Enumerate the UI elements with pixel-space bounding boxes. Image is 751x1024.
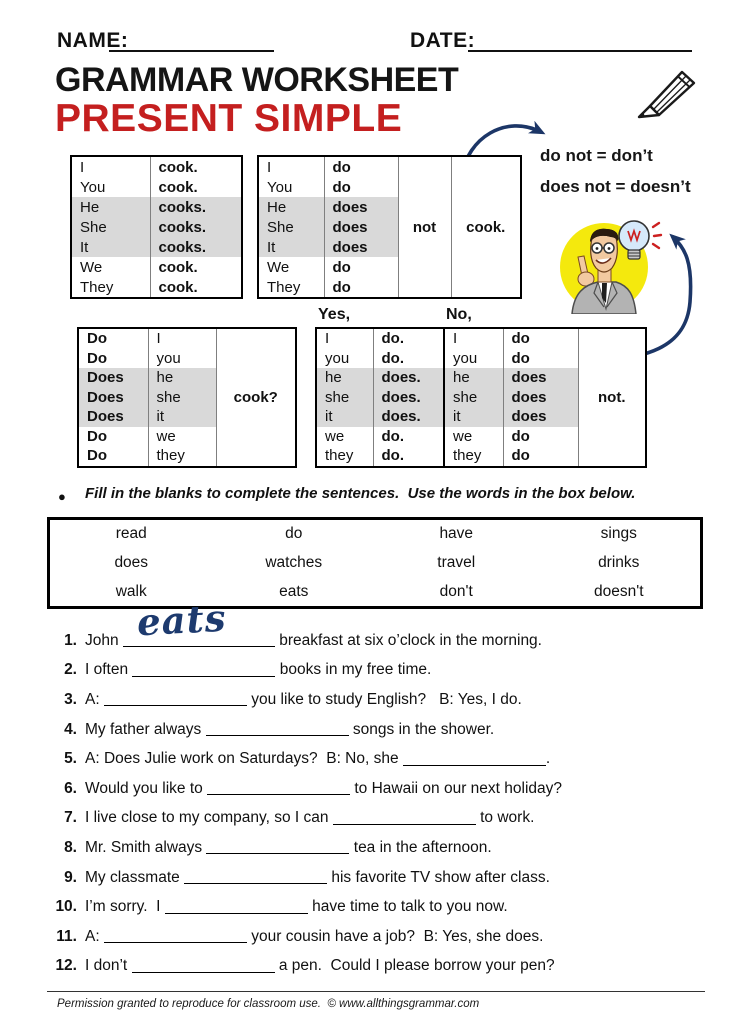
sentence-list	[50, 595, 720, 981]
sentence-text: I often	[85, 661, 133, 679]
answer-blank[interactable]	[104, 930, 247, 943]
sentence-text: I’m sorry. I	[85, 898, 165, 916]
table-cell-merged: cook.	[451, 156, 521, 298]
sentence-number: 2.	[64, 661, 77, 679]
table-cell: You	[267, 178, 293, 196]
sentence-item	[50, 595, 720, 656]
table-cell: cook.	[150, 257, 242, 277]
sentence-text: My father always	[85, 720, 206, 738]
table-cell: They	[267, 278, 301, 296]
word-option: have	[439, 525, 474, 542]
answer-blank[interactable]	[333, 812, 476, 825]
table-cell: I	[325, 330, 330, 348]
table-cell: cooks.	[150, 197, 242, 217]
word-option: sings	[600, 525, 637, 542]
sentence-text: I live close to my company, so I can	[85, 809, 333, 827]
idea-man-illustration	[554, 210, 664, 314]
table-cell: it	[444, 407, 503, 427]
word-option: read	[115, 525, 147, 542]
table-cell: cook.	[150, 177, 242, 197]
table-cell: do	[503, 446, 578, 467]
sentence-item	[50, 744, 720, 774]
sentence-number: 10.	[55, 898, 77, 916]
answer-blank[interactable]	[403, 753, 546, 766]
sentence-number: 4.	[64, 720, 77, 738]
table-cell: it	[316, 407, 373, 427]
sentence-text: your cousin have a job? B: Yes, she does.	[246, 927, 544, 945]
yes-label: Yes,	[318, 306, 351, 323]
sentence-number: 6.	[64, 779, 77, 797]
sentence-item	[50, 922, 720, 952]
table-cell: Do	[87, 349, 107, 367]
sentence-text: to Hawaii on our next holiday?	[350, 779, 563, 797]
word-option: travel	[437, 554, 476, 571]
table-cell: does	[324, 237, 398, 257]
table-cell: do.	[373, 349, 444, 369]
answer-blank[interactable]	[104, 693, 247, 706]
sentence-text: A: Does Julie work on Saturdays? B: No, she	[85, 750, 403, 768]
worksheet-title: GRAMMAR WORKSHEET	[55, 61, 459, 99]
sentence-item	[50, 952, 720, 982]
table-cell: do.	[373, 427, 444, 447]
note-dont: do not = don’t	[540, 146, 653, 165]
table-cell: it	[148, 407, 216, 427]
table-cell: do	[503, 427, 578, 447]
exercise-instruction: Fill in the blanks to complete the sentences. Use the words in the box below.	[85, 485, 636, 502]
sentence-text: John	[85, 631, 123, 649]
negative-grid	[257, 155, 522, 299]
note-doesnt: does not = doesn’t	[540, 177, 691, 196]
affirmative-table	[70, 155, 243, 299]
table-cell: cooks.	[150, 237, 242, 257]
bullet-icon: ●	[58, 489, 66, 504]
table-cell: you	[444, 349, 503, 369]
sentence-item	[50, 892, 720, 922]
table-cell: I	[267, 158, 272, 176]
table-cell: does	[324, 217, 398, 237]
table-cell: does	[503, 388, 578, 408]
answer-blank[interactable]	[165, 901, 308, 914]
sentence-item	[50, 863, 720, 893]
table-cell: I	[444, 328, 503, 349]
table-cell: I	[80, 158, 85, 176]
word-option: drinks	[598, 554, 640, 571]
table-cell: do	[324, 177, 398, 197]
table-cell: do	[324, 277, 398, 298]
sentence-item	[50, 804, 720, 834]
sentence-number: 9.	[64, 868, 77, 886]
pencil-icon	[628, 66, 704, 124]
sentence-text: his favorite TV show after class.	[327, 868, 550, 886]
affirmative-grid	[70, 155, 243, 299]
table-cell: he	[148, 368, 216, 388]
page-title: PRESENT SIMPLE	[55, 97, 403, 140]
sentence-number: 7.	[64, 809, 77, 827]
table-cell: we	[444, 427, 503, 447]
sentence-text: Mr. Smith always	[85, 838, 207, 856]
table-cell: cook.	[150, 277, 242, 298]
table-cell: do.	[373, 446, 444, 467]
table-cell: It	[71, 237, 150, 257]
table-cell: does	[503, 368, 578, 388]
answer-blank[interactable]	[123, 595, 275, 647]
table-cell: She	[71, 217, 150, 237]
table-cell-merged: not	[398, 156, 451, 298]
table-cell-merged: not.	[578, 328, 646, 467]
sentence-text: My classmate	[85, 868, 185, 886]
table-cell: I	[148, 328, 216, 349]
table-cell: she	[148, 388, 216, 408]
table-cell: do	[324, 257, 398, 277]
sentence-text: you like to study English? B: Yes, I do.	[246, 690, 522, 708]
question-grid	[77, 327, 297, 468]
table-cell: You	[80, 178, 106, 196]
word-option: walk	[115, 583, 147, 600]
word-option: eats	[279, 583, 309, 600]
table-cell: She	[258, 217, 324, 237]
answer-blank[interactable]	[206, 723, 349, 736]
table-cell: Does	[78, 388, 148, 408]
table-cell: do.	[373, 328, 444, 349]
handwritten-answer: eats	[135, 595, 228, 645]
table-cell: cooks.	[150, 217, 242, 237]
date-blank-line[interactable]	[468, 50, 692, 52]
table-cell: Does	[78, 407, 148, 427]
table-cell: It	[258, 237, 324, 257]
footer-rule	[47, 991, 705, 992]
table-cell: cook.	[150, 156, 242, 177]
sentence-number: 11.	[56, 927, 77, 945]
word-option: do	[285, 525, 303, 542]
table-cell: you	[325, 349, 350, 367]
table-cell: he	[444, 368, 503, 388]
sentence-text: breakfast at six o’clock in the morning.	[274, 631, 542, 649]
sentence-text: books in my free time.	[275, 661, 432, 679]
question-table	[77, 327, 297, 468]
sentence-text: songs in the shower.	[348, 720, 495, 738]
negative-table	[257, 155, 522, 299]
table-cell: they	[148, 446, 216, 467]
table-cell: he	[316, 368, 373, 388]
answer-blank[interactable]	[184, 871, 327, 884]
word-option: doesn't	[594, 583, 644, 600]
table-cell: do	[503, 349, 578, 369]
sentence-item	[50, 833, 720, 863]
sentence-item	[50, 774, 720, 804]
name-blank-line[interactable]	[109, 50, 274, 52]
table-cell: you	[148, 349, 216, 369]
sentence-text: A:	[85, 690, 104, 708]
table-cell: He	[71, 197, 150, 217]
sentence-text: a pen. Could I please borrow your pen?	[274, 957, 555, 975]
sentence-item	[50, 685, 720, 715]
answers-table	[315, 327, 647, 468]
word-option: does	[114, 554, 149, 571]
sentence-text: I don’t	[85, 957, 132, 975]
table-cell: we	[148, 427, 216, 447]
table-cell: does	[503, 407, 578, 427]
table-cell: they	[444, 446, 503, 467]
table-cell: do	[503, 328, 578, 349]
date-label: DATE:	[410, 29, 476, 52]
table-cell: does.	[373, 368, 444, 388]
table-cell: Do	[87, 447, 107, 465]
table-cell: does.	[373, 388, 444, 408]
table-cell: They	[80, 278, 114, 296]
sentence-number: 8.	[64, 838, 77, 856]
sentence-number: 1.	[64, 631, 77, 649]
table-cell: they	[325, 447, 354, 465]
table-cell: He	[258, 197, 324, 217]
word-option: watches	[265, 554, 323, 571]
answers-grid	[315, 327, 647, 468]
table-cell-merged: cook?	[216, 328, 296, 467]
answer-blank[interactable]	[132, 664, 275, 677]
answer-blank[interactable]	[132, 960, 275, 973]
sentence-text: have time to talk to you now.	[307, 898, 508, 916]
table-cell: do	[324, 156, 398, 177]
sentence-text: A:	[85, 927, 104, 945]
sentence-text: .	[545, 750, 551, 768]
table-cell: Do	[87, 330, 107, 348]
answer-blank[interactable]	[207, 782, 350, 795]
word-box	[47, 517, 703, 609]
table-cell: We	[80, 258, 103, 276]
table-cell: she	[316, 388, 373, 408]
table-cell: she	[444, 388, 503, 408]
table-cell: Do	[87, 427, 107, 445]
answer-blank[interactable]	[206, 841, 349, 854]
sentence-number: 12.	[55, 957, 77, 975]
sentence-text: tea in the afternoon.	[349, 838, 492, 856]
sentence-item	[50, 715, 720, 745]
sentence-text: to work.	[475, 809, 535, 827]
table-cell: we	[325, 427, 345, 445]
table-cell: does	[324, 197, 398, 217]
footer-text: Permission granted to reproduce for classroom use. © www.allthingsgrammar.com	[57, 998, 480, 1010]
sentence-number: 3.	[64, 690, 77, 708]
table-cell: We	[267, 258, 290, 276]
sentence-text: Would you like to	[85, 779, 208, 797]
table-cell: Does	[78, 368, 148, 388]
sentence-number: 5.	[64, 750, 77, 768]
sentence-item	[50, 656, 720, 686]
name-label: NAME:	[57, 29, 129, 52]
no-label: No,	[446, 306, 472, 323]
table-cell: does.	[373, 407, 444, 427]
word-option: don't	[439, 583, 473, 600]
